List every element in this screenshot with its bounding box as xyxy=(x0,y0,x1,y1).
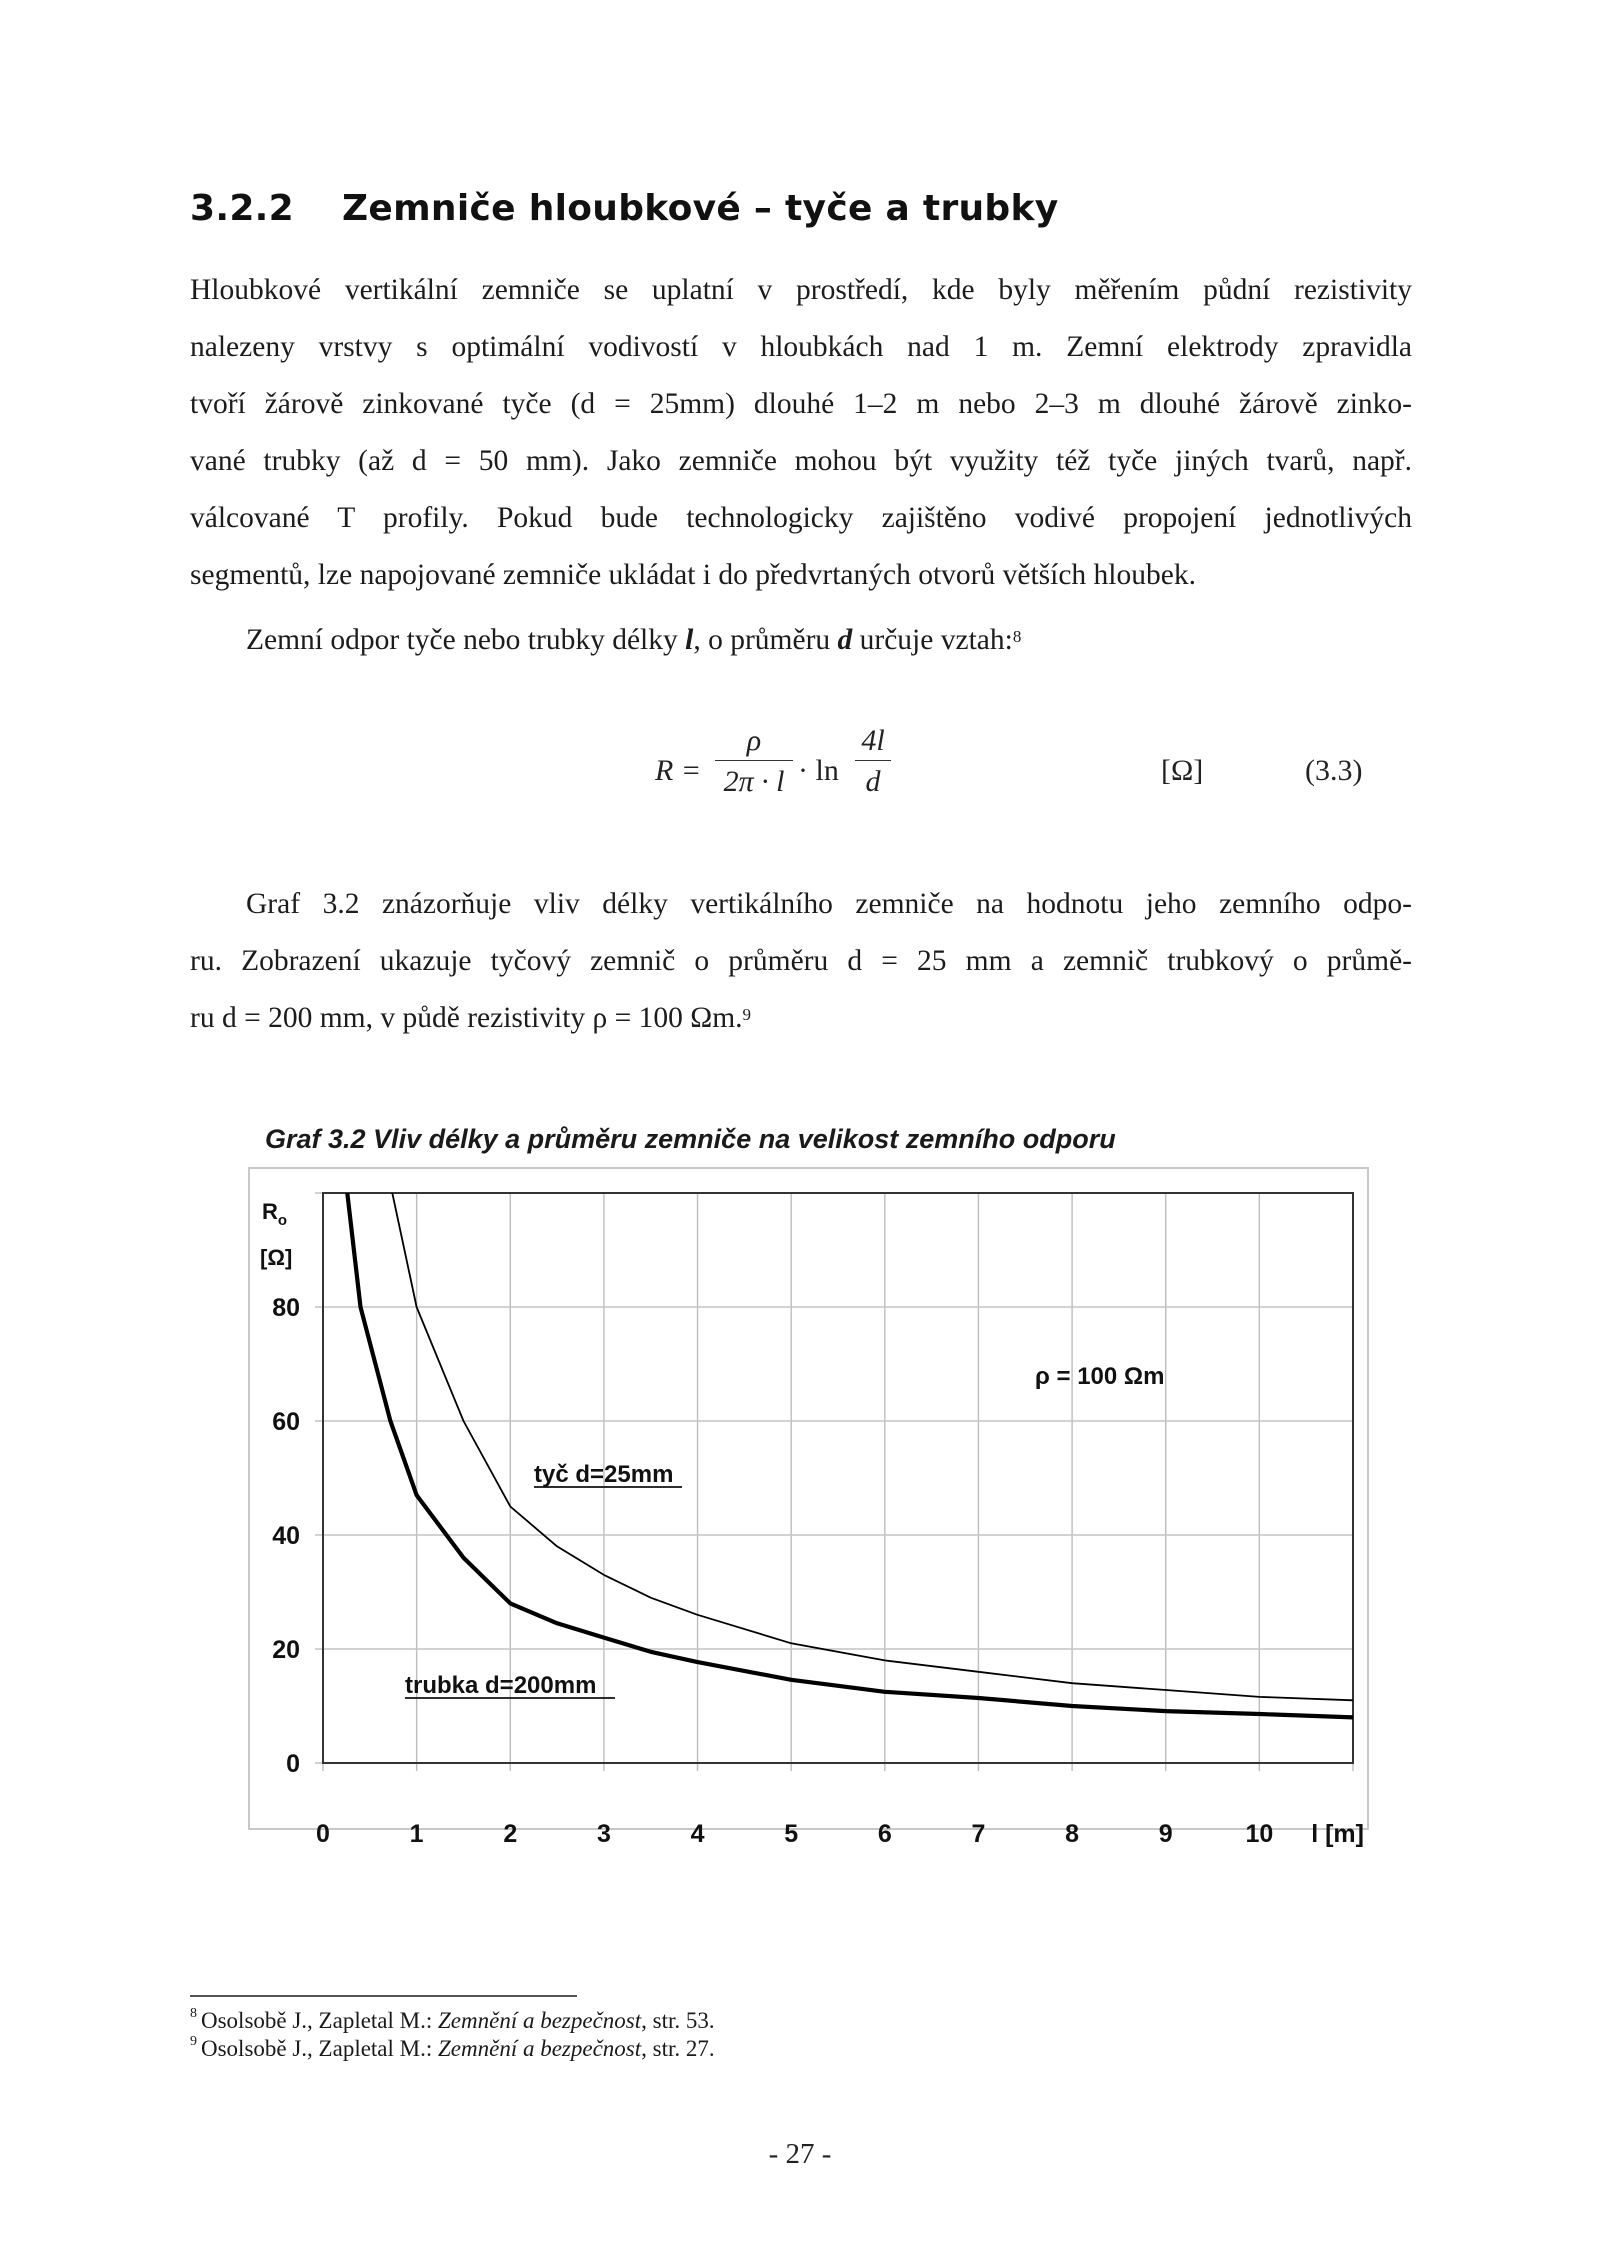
formula-unit: [Ω] xyxy=(1161,754,1204,787)
footnote-8: $^8$ Osolsobě J., Zapletal M.: Zemnění a bezpečnost, str. 53. xyxy=(190,2006,715,2033)
paragraph-line: tvoří žárově zinkované tyče (d = 25mm) dlouhé 1–2 m nebo 2–3 m dlouhé žárově zinko- xyxy=(190,388,1412,420)
series-label-trubka: trubka d=200mm xyxy=(405,1672,597,1699)
x-tick-label: 6 xyxy=(877,1820,892,1848)
formula-ln: · ln xyxy=(798,754,839,787)
chart-title: Graf 3.2 Vliv délky a průměru zemniče na velikost zemního odporu xyxy=(265,1124,1116,1154)
y-tick-label: 40 xyxy=(272,1522,300,1550)
x-axis-label: l [m] xyxy=(1311,1820,1364,1848)
y-axis-unit: [Ω] xyxy=(260,1245,293,1270)
x-tick-label: 8 xyxy=(1065,1820,1080,1848)
x-tick-label: 9 xyxy=(1158,1820,1173,1848)
x-tick-label: 2 xyxy=(503,1820,518,1848)
x-tick-label: 4 xyxy=(690,1820,705,1848)
y-axis-label: $R_o$ xyxy=(262,1199,288,1229)
series-tyc-curve xyxy=(392,1193,1353,1700)
x-tick-label: 0 xyxy=(316,1820,330,1848)
y-tick-label: 60 xyxy=(272,1408,300,1436)
chart-curves xyxy=(347,1193,1353,1717)
x-tick-label: 7 xyxy=(971,1820,986,1848)
formula-lhs: R = xyxy=(655,754,702,787)
y-tick-label: 20 xyxy=(272,1636,300,1664)
series-label-tyc: tyč d=25mm xyxy=(534,1461,674,1488)
section-number: 3.2.2 xyxy=(190,188,294,229)
paragraph-line: Hloubkové vertikální zemniče se uplatní v prostředí, kde byly měřením půdní rezistivity xyxy=(190,274,1412,306)
variable-d: d xyxy=(837,624,853,656)
paragraph-line: ru. Zobrazení ukazuje tyčový zemnič o průměru d = 25 mm a zemnič trubkový o průmě- xyxy=(190,945,1412,977)
footnote-divider xyxy=(190,1995,577,1997)
y-axis-label-subscript: o xyxy=(277,1212,288,1229)
paragraph-line: segmentů, lze napojované zemniče ukládat i do předvrtaných otvorů větších hloubek. xyxy=(190,559,1196,591)
paragraph-line: nalezeny vrstvy s optimální vodivostí v hloubkách nad 1 m. Zemní elektrody zpravidla xyxy=(190,331,1412,363)
page-number: - 27 - xyxy=(768,2138,832,2170)
x-tick-label: 1 xyxy=(409,1820,424,1848)
paragraph-line: válcované T profily. Pokud bude technologicky zajištěno vodivé propojení jednotlivých xyxy=(190,502,1412,534)
paragraph-line: vané trubky (až d = 50 mm). Jako zemniče mohou být využity též tyče jiných tvarů, např. xyxy=(190,445,1412,477)
variable-l: l xyxy=(685,624,694,656)
paragraph-line: Zemní odpor tyče nebo trubky délky l, o průměru d určuje vztah:$^8$ xyxy=(246,624,1022,656)
paragraph-line: ru d = 200 mm, v půdě rezistivity ρ = 100 Ωm.$^9$ xyxy=(190,1002,752,1034)
paragraph-line: Graf 3.2 znázorňuje vliv délky vertikálního zemniče na hodnotu jeho zemního odpo- xyxy=(246,888,1412,920)
chart-labels xyxy=(260,1199,1364,1848)
equation-number: (3.3) xyxy=(1305,754,1363,787)
formula-fraction-rho: $\frac{\rho}{2\pi \cdot l}$ xyxy=(715,724,793,799)
footnote-ref[interactable]: 9 xyxy=(742,1005,752,1024)
x-tick-label: 3 xyxy=(596,1820,611,1848)
y-tick-label: 0 xyxy=(286,1750,300,1778)
x-tick-label: 10 xyxy=(1245,1820,1274,1848)
section-title: Zemniče hloubkové – tyče a trubky xyxy=(342,188,1059,229)
formula-fraction-4l-d: $\frac{4l}{d}$ xyxy=(855,724,891,799)
footnote-9: $^9$ Osolsobě J., Zapletal M.: Zemnění a bezpečnost, str. 27. xyxy=(190,2034,715,2061)
x-tick-label: 5 xyxy=(784,1820,799,1848)
footnote-ref[interactable]: 8 xyxy=(1012,627,1022,646)
y-tick-label: 80 xyxy=(272,1294,300,1322)
rho-annotation: ρ = 100 Ωm xyxy=(1035,1363,1165,1390)
series-trubka-curve xyxy=(347,1193,1353,1717)
